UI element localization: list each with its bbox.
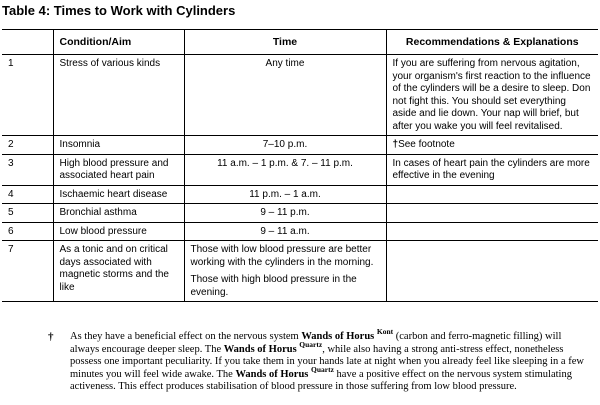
row-time-paragraph: Those with high blood pressure in the evening. [190, 274, 357, 298]
header-time: Time [184, 30, 386, 55]
row-recommendation [386, 222, 598, 241]
row-condition: Low blood pressure [53, 222, 184, 241]
product-variant: Kont [376, 327, 394, 336]
row-time: 9 – 11 p.m. [184, 204, 386, 223]
row-time: 11 a.m. – 1 p.m. & 7. – 11 p.m. [184, 154, 386, 185]
row-condition: As a tonic and on critical days associated with magnetic storms and the like [53, 241, 184, 302]
table-row [2, 55, 598, 136]
table-header-row [2, 30, 598, 55]
row-number: 5 [2, 204, 53, 223]
header-number [2, 30, 53, 55]
row-time: 11 p.m. – 1 a.m. [184, 185, 386, 204]
row-time: 7–10 p.m. [184, 136, 386, 155]
product-name: Wands of Horus [235, 368, 309, 380]
row-recommendation [386, 241, 598, 302]
product-name: Wands of Horus [301, 331, 375, 342]
table-title: Table 4: Times to Work with Cylinders [2, 3, 236, 18]
row-condition: High blood pressure and associated heart pain [53, 154, 184, 185]
table-row [2, 136, 598, 155]
row-number: 6 [2, 222, 53, 241]
row-recommendation: If you are suffering from nervous agitation, your organism's first reaction to the influence of the cylinders will be a desire to sleep. Don not fight this. You should set everything aside and lie down. Your nap will brief, but after you wake you will feel revitalised. [386, 55, 598, 136]
footnote-dagger-mark: † [48, 331, 54, 343]
table-row [2, 241, 598, 302]
row-time-paragraph: Those with low blood pressure are better working with the cylinders in the morning. [190, 244, 374, 268]
row-number: 1 [2, 55, 53, 136]
row-condition: Ischaemic heart disease [53, 185, 184, 204]
row-number: 2 [2, 136, 53, 155]
table-row [2, 204, 598, 223]
table-row [2, 154, 598, 185]
row-recommendation [386, 204, 598, 223]
row-condition: Insomnia [53, 136, 184, 155]
footnote [48, 327, 590, 394]
product-name: Wands of Horus [223, 343, 297, 355]
table-row [2, 185, 598, 204]
row-condition: Stress of various kinds [53, 55, 184, 136]
row-recommendation [386, 136, 598, 155]
table-row [2, 222, 598, 241]
row-time: Any time [184, 55, 386, 136]
cylinder-times-table [2, 29, 598, 302]
row-time: 9 – 11 a.m. [184, 222, 386, 241]
product-variant: Quartz [299, 339, 323, 349]
dagger-footnote-mark: † [392, 139, 399, 150]
row-number: 4 [2, 185, 53, 204]
row-recommendation [386, 185, 598, 204]
row-recommendation: In cases of heart pain the cylinders are more effective in the evening [386, 154, 598, 185]
row-condition: Bronchial asthma [53, 204, 184, 223]
row-number: 3 [2, 154, 53, 185]
product-variant: Quartz [311, 364, 334, 374]
row-time [184, 241, 386, 302]
row-recommendation-text: See footnote [398, 139, 455, 150]
footnote-text: As they have a beneficial effect on the nervous system Wands of Horus $^{Kont}$ (carbon and ferro-magnetic filling) will always encourage deeper sleep. The Wands of Horus $^{Quartz}$, while also having a strong anti-stress effect, nonetheless possess one important peculiarity. If you take them in your hands late at night when you already feel like sleeping in a few minutes you will feel wide awake. The Wands of Horus $^{Quartz}$ have a positive effect on the nervous system stimulating activeness. This effect produces stabilisation of blood pressure in those suffering from low blood pressure. [70, 327, 584, 392]
header-recommendations: Recommendations & Explanations [386, 30, 598, 55]
row-number: 7 [2, 241, 53, 302]
header-condition: Condition/Aim [53, 30, 184, 55]
